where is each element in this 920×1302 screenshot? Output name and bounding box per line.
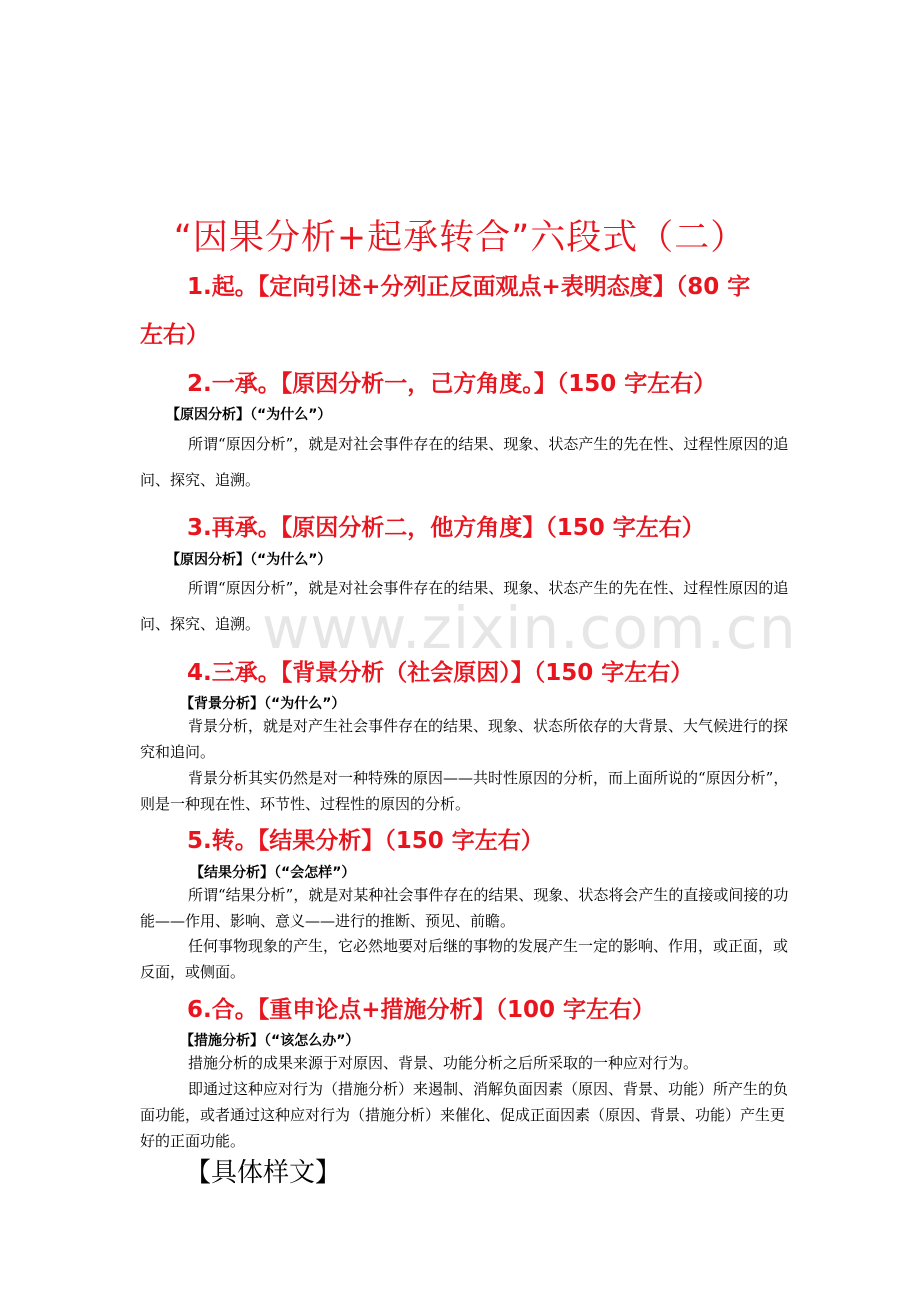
section-4-paragraph-2: 背景分析其实仍然是对一种特殊的原因——共时性原因的分析，而上面所说的“原因分析”，则是一种现在性、环节性、过程性的原因的分析。 [140,769,789,813]
section-5-paragraph-2: 任何事物现象的产生，它必然地要对后继的事物的发展产生一定的影响、作用，或正面，或反面，或侧面。 [140,937,789,981]
section-4-subheading: 【背景分析】（“为什么”） [180,696,346,712]
section-4-heading: 4.三承。【背景分析（社会原因）】（150 字左右） [187,660,694,686]
section-5-heading: 5.转。【结果分析】（150 字左右） [187,828,544,854]
section-1-heading-cont: 左右） [140,322,209,348]
document-title: “因果分析+起承转合”六段式（二） [173,218,747,258]
section-3-paragraph: 所谓“原因分析”，就是对社会事件存在的结果、现象、状态产生的先在性、过程性原因的追问、探究、追溯。 [140,579,789,633]
section-3-heading: 3.再承。【原因分析二，他方角度】（150 字左右） [187,515,705,541]
section-6-paragraph-2: 即通过这种应对行为（措施分析）来遏制、消解负面因素（原因、背景、功能）所产生的负面功能，或者通过这种应对行为（措施分析）来催化、促成正面因素（原因、背景、功能）产生更好的正面功能。 [140,1080,789,1150]
section-5-paragraph-1: 所谓“结果分析”，就是对某种社会事件存在的结果、现象、状态将会产生的直接或间接的功能——作用、影响、意义——进行的推断、预见、前瞻。 [140,886,789,930]
sample-text-heading: 【具体样文】 [185,1158,342,1188]
section-6-subheading: 【措施分析】（“该怎么办”） [180,1033,360,1049]
section-6-paragraph-1: 措施分析的成果来源于对原因、背景、功能分析之后所采取的一种应对行为。 [188,1054,699,1072]
section-1-heading: 1.起。【定向引述+分列正反面观点+表明态度】（80 字 [187,274,751,300]
section-2-heading: 2.一承。【原因分析一，己方角度。】（150 字左右） [187,371,717,397]
section-4-paragraph-1: 背景分析，就是对产生社会事件存在的结果、现象、状态所依存的大背景、大气候进行的探究和追问。 [140,717,789,761]
section-5-subheading: 【结果分析】（“会怎样”） [190,865,356,881]
section-3-subheading: 【原因分析】（“为什么”） [166,552,332,568]
section-6-heading: 6.合。【重申论点+措施分析】（100 字左右） [187,997,656,1023]
watermark: www.zixin.com.cn [262,594,797,662]
section-2-subheading: 【原因分析】（“为什么”） [166,407,332,423]
section-2-paragraph: 所谓“原因分析”，就是对社会事件存在的结果、现象、状态产生的先在性、过程性原因的追问、探究、追溯。 [140,435,789,489]
